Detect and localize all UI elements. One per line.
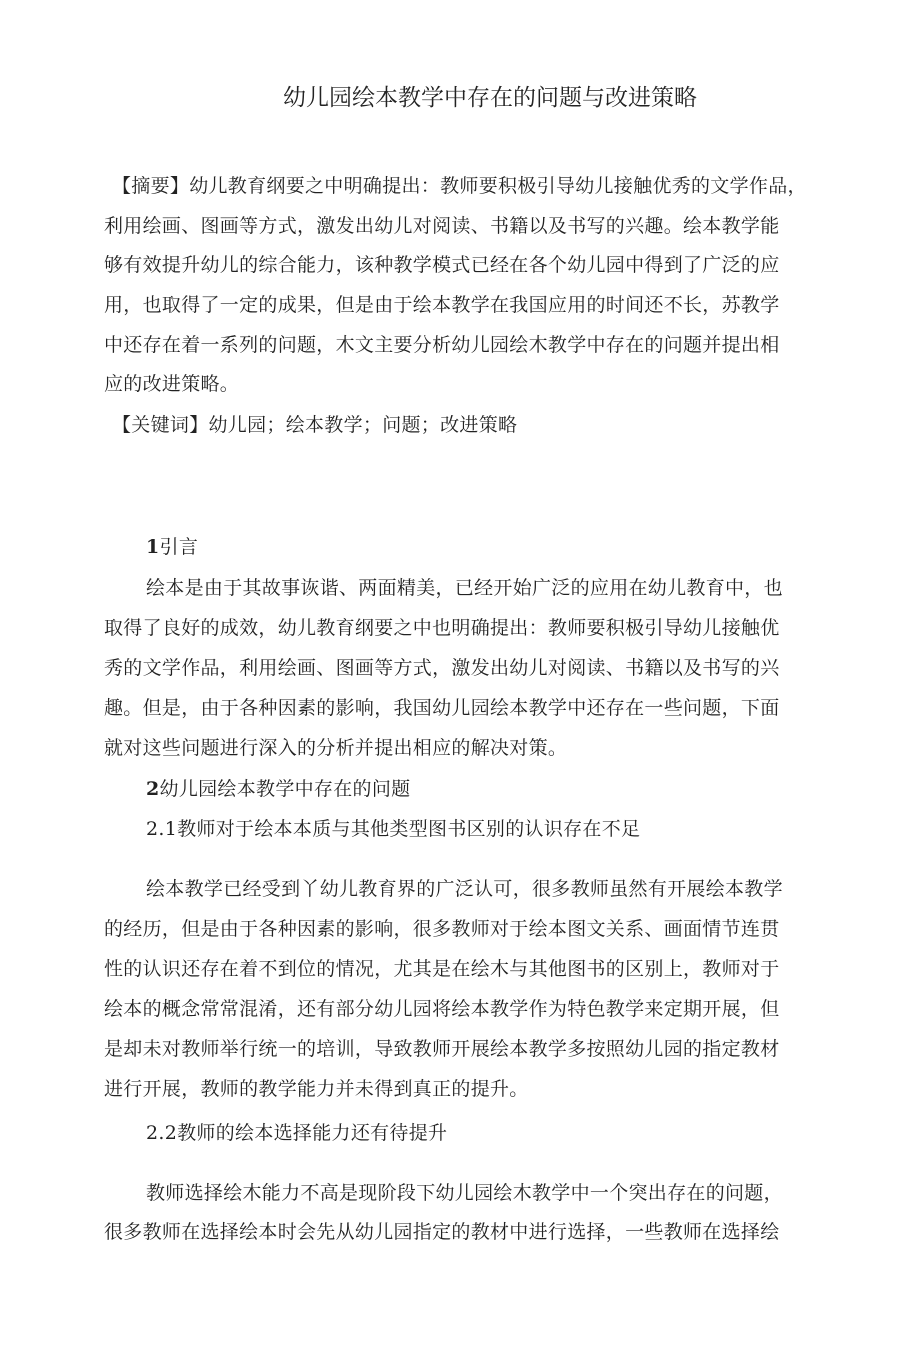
abstract-line: 用，也取得了一定的成果，但是由于绘本教学在我国应用的时间还不长，苏教学 [104,294,780,316]
body-line: 取得了良好的成效，幼儿教育纲要之中也明确提出：教师要积极引导幼儿接触优 [104,617,780,639]
body-line: 教师选择绘木能力不高是现阶段下幼儿园绘木教学中一个突出存在的问题， [146,1182,783,1204]
body-line: 绘本是由于其故事诙谐、两面精美，已经开始广泛的应用在幼儿教育中，也 [146,577,783,599]
section-number: 2 [146,778,160,800]
abstract-line: 中还存在着一系列的问题，木文主要分析幼儿园绘木教学中存在的问题并提出相 [104,334,780,356]
section-title: 幼儿园绘本教学中存在的问题 [159,778,411,800]
body-line: 绘本的概念常常混淆，还有部分幼儿园将绘本教学作为特色教学来定期开展，但 [104,998,780,1020]
body-line: 的经历，但是由于各种因素的影响，很多教师对于绘本图文关系、画面情节连贯 [104,918,780,940]
abstract-line: 应的改进策略。 [104,373,240,395]
section-number: 1 [146,536,160,558]
body-line: 进行开展，教师的教学能力并未得到真正的提升。 [104,1078,529,1100]
abstract-line: 利用绘画、图画等方式，激发出幼儿对阅读、书籍以及书写的兴趣。绘本教学能 [104,215,780,237]
body-line: 绘本教学已经受到丫幼儿教育界的广泛认可，很多教师虽然有开展绘本教学 [146,878,783,900]
subsection-2-2-heading: 2.2教师的绘本选择能力还有待提升 [146,1122,448,1144]
section-1-heading [146,535,198,559]
keywords: 【关键词】幼儿园；绘本教学；问题；改进策略 [112,414,518,436]
body-line: 是却未对教师举行统一的培训，导致教师开展绘本教学多按照幼儿园的指定教材 [104,1038,780,1060]
body-line: 趣。但是，由于各种因素的影响，我国幼儿园绘本教学中还存在一些问题，下面 [104,697,780,719]
body-line: 很多教师在选择绘本时会先从幼儿园指定的教材中进行选择，一些教师在选择绘 [104,1221,780,1243]
section-title: 引言 [159,536,199,558]
body-line: 就对这些问题进行深入的分析并提出相应的解决对策。 [104,737,568,759]
abstract-line: 【摘要】幼儿教育纲要之中明确提出：教师要积极引导幼儿接触优秀的文学作品， [112,175,807,197]
subsection-2-1-heading: 2.1教师对于绘本本质与其他类型图书区别的认识存在不足 [146,818,641,840]
body-line: 秀的文学作品，利用绘画、图画等方式，激发出幼儿对阅读、书籍以及书写的兴 [104,657,780,679]
section-2-heading [146,777,410,801]
abstract-line: 够有效提升幼儿的综合能力，该种教学模式已经在各个幼儿园中得到了广泛的应 [104,254,780,276]
document-title: 幼儿园绘本教学中存在的问题与改进策略 [283,85,697,111]
body-line: 性的认识还存在着不到位的情况，尤其是在绘木与其他图书的区别上，教师对于 [104,958,780,980]
